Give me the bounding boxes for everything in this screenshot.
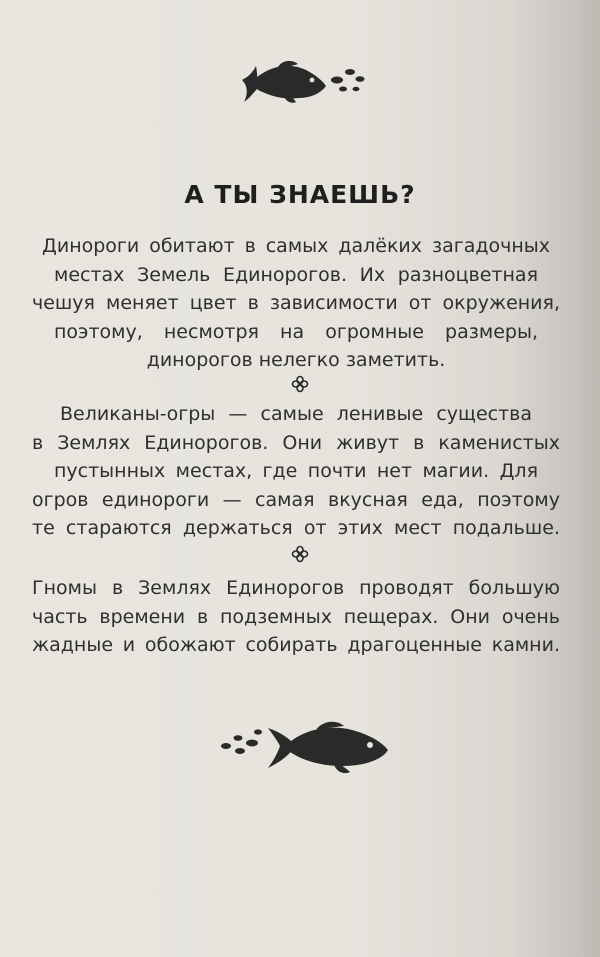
paragraph-line: часть времени в подземных пещерах. Они очень <box>32 605 560 628</box>
paragraph-line: пустынных местах, где почти нет магии. Для <box>54 460 538 482</box>
paragraph-gnomes <box>32 574 560 660</box>
paragraph-line: те стараются держаться от этих мест подальше. <box>32 517 560 539</box>
paragraph-line: Великаны-огры — самые ленивые существа <box>60 403 532 425</box>
paragraph-ogres <box>32 400 560 543</box>
paragraph-dinorogs <box>32 232 560 375</box>
paragraph-line: чешуя меняет цвет в зависимости от окружения, <box>32 292 560 314</box>
flower-icon <box>291 375 309 393</box>
flower-icon <box>291 545 309 563</box>
paragraph-line: Гномы в Землях Единорогов проводят большую <box>32 577 560 599</box>
paragraph-line: Динороги обитают в самых далёких загадочных <box>42 235 550 257</box>
paragraph-line: местах Земель Единорогов. Их разноцветная <box>54 263 538 286</box>
fish-icon <box>240 58 370 108</box>
page-title: А ТЫ ЗНАЕШЬ? <box>184 180 416 209</box>
paragraph-line: поэтому, несмотря на огромные размеры, <box>54 320 538 343</box>
fish-icon <box>218 718 393 778</box>
paragraph-line: динорогов нелегко заметить. <box>146 349 446 371</box>
paragraph-line: в Землях Единорогов. Они живут в каменистых <box>32 431 560 454</box>
paragraph-line: жадные и обожают собирать драгоценные камни. <box>32 634 560 656</box>
paragraph-line: огров единороги — самая вкусная еда, поэтому <box>32 488 560 511</box>
